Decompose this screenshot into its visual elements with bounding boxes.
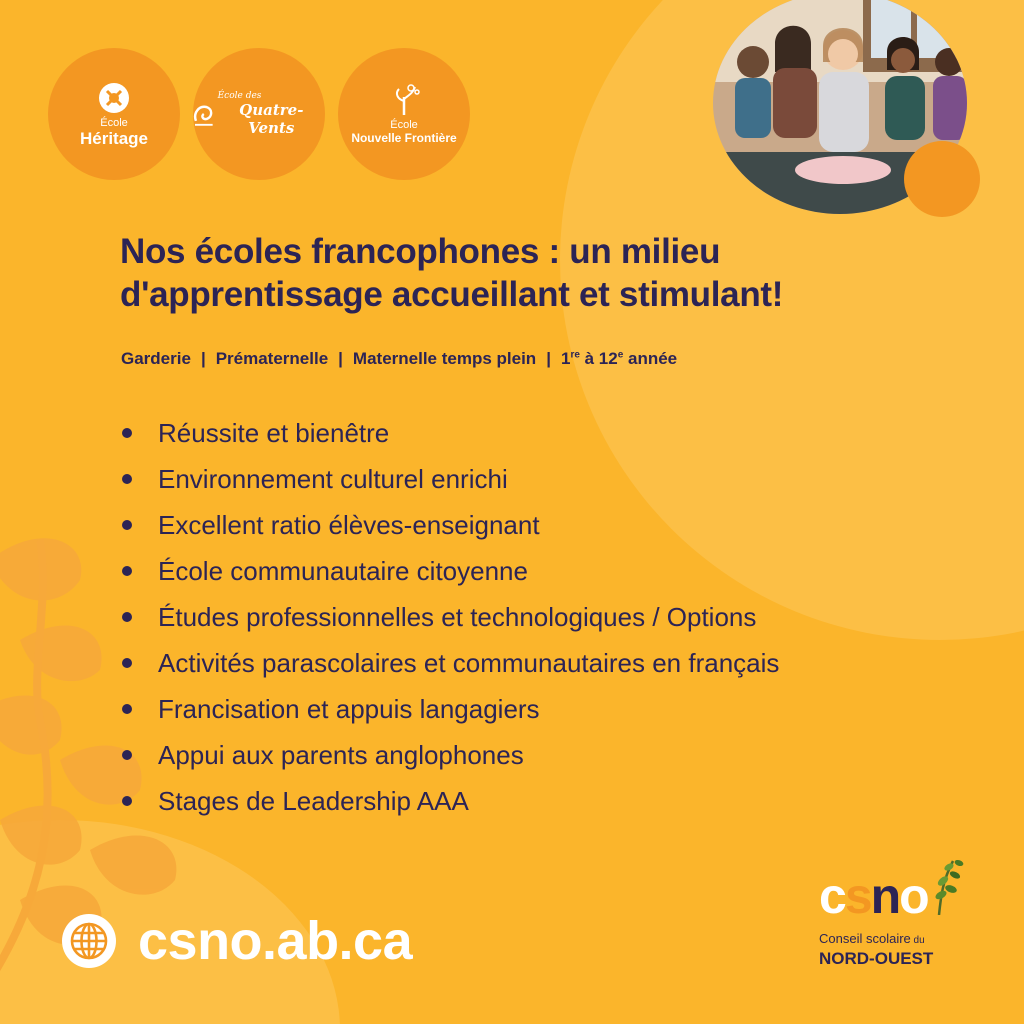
headline-line-1: Nos écoles francophones : un milieu	[120, 232, 721, 271]
features-list	[122, 410, 779, 824]
level-separator: |	[546, 349, 551, 368]
bullet-icon	[122, 750, 132, 760]
list-item: Environnement culturel enrichi	[122, 456, 779, 502]
school-name: Nouvelle Frontière	[351, 131, 457, 145]
school-logo-nouvelle-frontiere[interactable]	[338, 48, 470, 180]
bullet-icon	[122, 612, 132, 622]
organization-name: Conseil scolaire du	[819, 931, 925, 946]
tree-emblem-icon	[387, 83, 421, 117]
headline-line-2: d'apprentissage accueillant et stimulant!	[120, 275, 784, 314]
website-url[interactable]: csno.ab.ca	[138, 911, 413, 971]
list-item: Activités parascolaires et communautaires en français	[122, 640, 779, 686]
photo-accent-dot	[904, 141, 980, 217]
school-name: Héritage	[79, 128, 149, 148]
organization-region: NORD-OUEST	[819, 949, 934, 968]
school-prefix: École des	[217, 91, 262, 101]
school-name: Quatre-Vents	[239, 101, 304, 137]
school-logos	[48, 48, 470, 180]
wind-emblem-icon	[193, 101, 215, 127]
bullet-icon	[122, 658, 132, 668]
website-link[interactable]	[62, 910, 412, 972]
list-item: Appui aux parents anglophones	[122, 732, 779, 778]
list-item: Études professionnelles et technologiques / Options	[122, 594, 779, 640]
school-prefix: École	[390, 119, 418, 131]
level-separator: |	[200, 349, 206, 368]
school-logo-quatre-vents[interactable]	[193, 48, 325, 180]
list-item: Stages de Leadership AAA	[122, 778, 779, 824]
bullet-icon	[122, 566, 132, 576]
level-kindergarten: Maternelle temps plein	[352, 349, 537, 368]
school-logo-heritage[interactable]	[48, 48, 180, 180]
grade-levels	[121, 349, 677, 369]
bullet-icon	[122, 520, 132, 530]
list-item: Excellent ratio élèves-enseignant	[122, 502, 779, 548]
list-item: Réussite et bienêtre	[122, 410, 779, 456]
list-item: Francisation et appuis langagiers	[122, 686, 779, 732]
bullet-icon	[122, 428, 132, 438]
bullet-icon	[122, 796, 132, 806]
heritage-emblem-icon	[97, 81, 131, 115]
level-prekindergarten: Prématernelle	[215, 349, 329, 368]
csno-logo	[815, 855, 975, 975]
level-daycare: Garderie	[121, 349, 191, 368]
bullet-icon	[122, 474, 132, 484]
list-item: École communautaire citoyenne	[122, 548, 779, 594]
bullet-icon	[122, 704, 132, 714]
globe-icon	[62, 914, 116, 968]
headline	[120, 230, 940, 316]
level-separator: |	[338, 349, 343, 368]
level-grades: 1re à 12e année	[560, 349, 678, 368]
csno-wordmark: csno	[819, 868, 928, 924]
school-prefix: École	[100, 116, 128, 129]
